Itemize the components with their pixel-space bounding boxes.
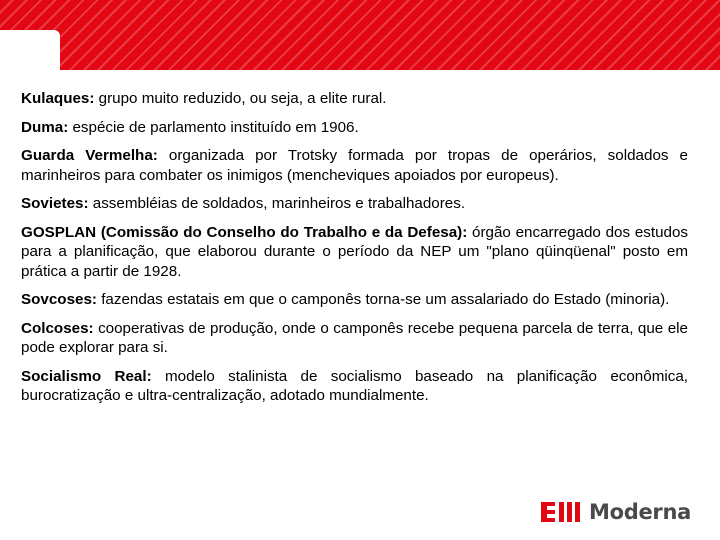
glossary-term: Kulaques: xyxy=(21,90,95,107)
glossary-definition: fazendas estatais em que o camponês torna-se um assalariado do Estado (minoria). xyxy=(96,291,670,308)
glossary-term: Socialismo Real: xyxy=(21,367,152,385)
header-band xyxy=(0,0,720,70)
glossary-definition: cooperativas de produção, onde o camponês recebe pequena parcela de terra, que ele pode explorar para si. xyxy=(21,319,688,356)
glossary-entry-sovietes xyxy=(21,194,688,214)
glossary-term: GOSPLAN (Comissão do Conselho do Trabalho e da Defesa): xyxy=(21,223,468,241)
moderna-logo-icon xyxy=(541,500,581,524)
glossary-definition: organizada por Trotsky formada por tropas de operários, soldados e marinheiros para combater os inimigos (mencheviques apoiados por europeus). xyxy=(21,147,688,184)
header-notch xyxy=(0,30,60,70)
glossary-entry-socialismo-real xyxy=(21,367,688,406)
glossary-entry-colcoses xyxy=(21,319,688,358)
glossary-term: Duma: xyxy=(21,118,69,136)
glossary-entry-sovcoses xyxy=(21,290,688,310)
glossary-entry-gosplan xyxy=(21,223,688,282)
moderna-logo-text: Moderna xyxy=(589,500,691,524)
glossary-term: Colcoses: xyxy=(21,319,94,337)
glossary xyxy=(21,89,688,415)
glossary-definition: modelo stalinista de socialismo baseado na planificação econômica, burocratização e ultra-centralização, adotado mundialmente. xyxy=(21,367,688,404)
header-stripes xyxy=(0,0,720,70)
glossary-definition: espécie de parlamento instituído em 1906. xyxy=(68,118,359,136)
glossary-term: Sovcoses: xyxy=(21,291,97,308)
glossary-definition: assembléias de soldados, marinheiros e trabalhadores. xyxy=(88,195,466,212)
moderna-logo xyxy=(541,499,711,525)
glossary-entry-guarda-vermelha xyxy=(21,146,688,185)
glossary-definition: grupo muito reduzido, ou seja, a elite rural. xyxy=(94,90,387,107)
glossary-entry-duma xyxy=(21,118,688,138)
glossary-term: Sovietes: xyxy=(21,195,89,212)
glossary-definition: órgão encarregado dos estudos para a planificação, que elaborou durante o período da NEP um "plano qüinqüenal" posto em prática a partir de 1928. xyxy=(21,223,689,280)
glossary-entry-kulaques xyxy=(21,89,688,109)
glossary-term: Guarda Vermelha: xyxy=(21,147,158,164)
